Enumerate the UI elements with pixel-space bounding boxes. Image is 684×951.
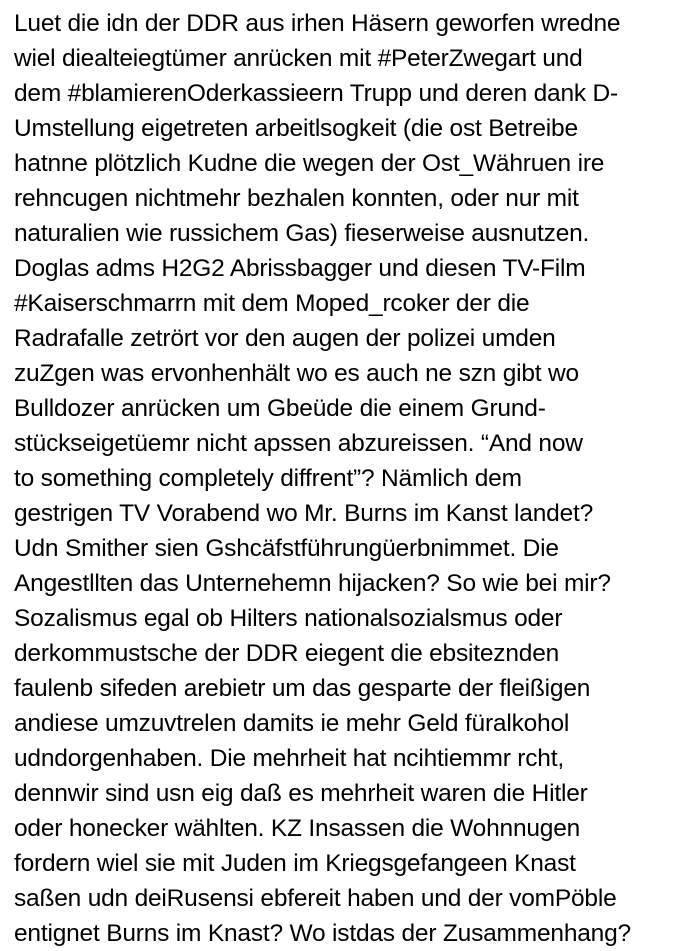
text-line: derkommustsche der DDR eiegent die ebsiteznden <box>14 640 560 667</box>
body-text <box>14 6 678 951</box>
text-line: Radrafalle zetrört vor den augen der polizei umden <box>14 325 556 352</box>
text-line: dennwir sind usn eig daß es mehrheit waren die Hitler <box>14 780 588 807</box>
text-line: saßen udn deiRusensi ebfereit haben und der vomPöble <box>14 885 617 912</box>
text-line: Bulldozer anrücken um Gbeüde die einem Grund- <box>14 395 546 422</box>
text-line: Luet die idn der DDR aus irhen Häsern geworfen wredne <box>14 10 621 37</box>
text-line: dem #blamierenOderkassieern Trupp und deren dank D- <box>14 80 618 107</box>
text-line: hatnne plötzlich Kudne die wegen der Ost_Währuen ire <box>14 150 605 177</box>
text-line: #Kaiserschmarrn mit dem Moped_rcoker der die <box>14 290 530 317</box>
text-line: wiel diealteiegtümer anrücken mit #PeterZwegart und <box>14 45 583 72</box>
text-line: entignet Burns im Knast? Wo istdas der Zusammenhang? <box>14 920 631 947</box>
text-line: stückseigetüemr nicht apssen abzureissen. “And now <box>14 430 583 457</box>
text-line: Doglas adms H2G2 Abrissbagger und diesen TV-Film <box>14 255 586 282</box>
text-line: faulenb sifeden arebietr um das gesparte der fleißigen <box>14 675 591 702</box>
text-line: zuZgen was ervonhenhält wo es auch ne szn gibt wo <box>14 360 579 387</box>
text-line: fordern wiel sie mit Juden im Kriegsgefangeen Knast <box>14 850 576 877</box>
text-line: andiese umzuvtrelen damits ie mehr Geld füralkohol <box>14 710 570 737</box>
text-line: udndorgenhaben. Die mehrheit hat ncihtiemmr rcht, <box>14 745 564 772</box>
text-line: to something completely diffrent”? Nämlich dem <box>14 465 522 492</box>
text-line: rehncugen nichtmehr bezhalen konnten, oder nur mit <box>14 185 579 212</box>
text-line: Umstellung eigetreten arbeitlsogkeit (die ost Betreibe <box>14 115 578 142</box>
text-line: gestrigen TV Vorabend wo Mr. Burns im Kanst landet? <box>14 500 594 527</box>
text-line: naturalien wie russichem Gas) fieserweise ausnutzen. <box>14 220 590 247</box>
text-line: Udn Smither sien Gshcäfstführungüerbnimmet. Die <box>14 535 559 562</box>
text-line: Angestllten das Unternehemn hijacken? So wie bei mir? <box>14 570 611 597</box>
text-line: Sozalismus egal ob Hilters nationalsozialsmus oder <box>14 605 563 632</box>
text-line: oder honecker wählten. KZ Insassen die Wohnnugen <box>14 815 581 842</box>
